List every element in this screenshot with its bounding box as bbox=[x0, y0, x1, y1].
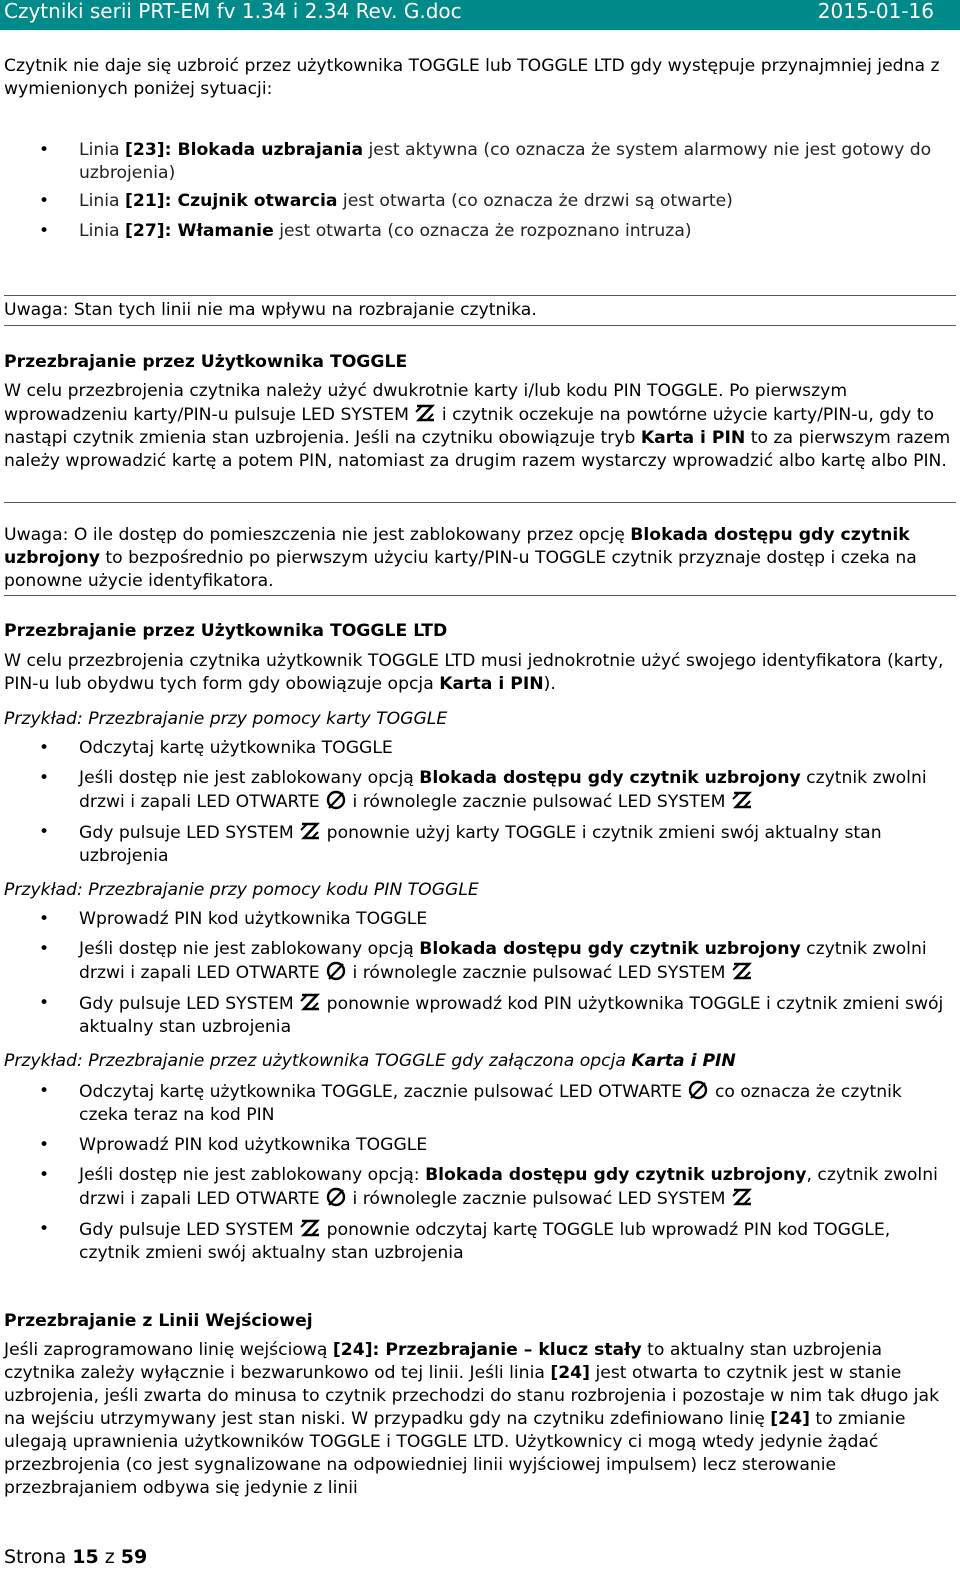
bullet-icon: • bbox=[39, 1219, 50, 1239]
led-system-icon bbox=[299, 1218, 321, 1238]
example-list-karta bbox=[4, 737, 954, 868]
list-item: • Linia [23]: Blokada uzbrajania jest aktywna (co oznacza że system alarmowy nie jest gotowy do uzbrojenia) bbox=[39, 140, 932, 183]
bullet-icon: • bbox=[39, 140, 50, 160]
led-otwarte-icon bbox=[325, 1187, 347, 1207]
led-otwarte-icon bbox=[325, 790, 347, 810]
intro-paragraph: Czytnik nie daje się uzbroić przez użytkownika TOGGLE lub TOGGLE LTD gdy występuje przynajmniej jedna z wymienionych poniżej sytuacji: bbox=[4, 56, 940, 99]
led-system-icon bbox=[731, 790, 753, 810]
list-item: • Jeśli dostęp nie jest zablokowany opcją: Blokada dostępu gdy czytnik uzbrojony, czytnik zwolni drzwi i zapali LED OTWARTE i równolegle zacznie pulsować LED SYSTEM bbox=[39, 1165, 938, 1209]
document-filename: Czytniki serii PRT-EM fv 1.34 i 2.34 Rev. G.doc bbox=[4, 0, 462, 23]
section-paragraph-linia-wejsciowa: Jeśli zaprogramowano linię wejściową [24]: Przezbrajanie – klucz stały to aktualny stan uzbrojenia czytnika zależy wyłącznie i bezwarunkowo od tej linii. Jeśli linia [24] jest otwarta to czytnik jest w stanie uzbrojenia, jeśli zwarta do minusa to czytnik przechodzi do stanu rozbrojenia i pozostaje w nim tak długo jak na wejściu utrzymywany jest stan niski. W przypadku gdy na czytniku zdefiniowano linię [24] to zmianie ulegają uprawnienia użytkowników TOGGLE i TOGGLE LTD. Użytkownicy ci mogą wtedy jedynie żądać przezbrojenia (co jest sygnalizowane na odpowiedniej linii wyjściowej impulsem) lecz sterowanie przezbrajaniem odbywa się jedynie z linii bbox=[4, 1340, 940, 1498]
example-list-karta-i-pin bbox=[4, 1080, 954, 1265]
divider bbox=[4, 295, 956, 296]
example-title-karta-i-pin: Przykład: Przezbrajanie przez użytkownika TOGGLE gdy załączona opcja Karta i PIN bbox=[4, 1051, 736, 1071]
bullet-icon: • bbox=[39, 191, 50, 211]
bullet-icon: • bbox=[39, 939, 50, 959]
page-footer: Strona 15 z 59 bbox=[4, 1546, 148, 1568]
list-item: • Gdy pulsuje LED SYSTEM ponownie wprowadź kod PIN użytkownika TOGGLE i czytnik zmieni swój aktualny stan uzbrojenia bbox=[39, 993, 944, 1037]
list-item: • Linia [27]: Włamanie jest otwarta (co oznacza że rozpoznano intruza) bbox=[39, 221, 692, 241]
bullet-icon: • bbox=[39, 1135, 50, 1155]
section-title-toggle: Przezbrajanie przez Użytkownika TOGGLE bbox=[4, 352, 408, 372]
list-item: • Jeśli dostęp nie jest zablokowany opcją Blokada dostępu gdy czytnik uzbrojony czytnik zwolni drzwi i zapali LED OTWARTE i równolegle zacznie pulsować LED SYSTEM bbox=[39, 768, 927, 812]
list-item: • Odczytaj kartę użytkownika TOGGLE bbox=[39, 738, 393, 758]
bullet-icon: • bbox=[39, 993, 50, 1013]
list-item: • Wprowadź PIN kod użytkownika TOGGLE bbox=[39, 909, 428, 929]
page-header bbox=[0, 0, 960, 30]
page-total: 59 bbox=[120, 1546, 148, 1568]
example-list-pin bbox=[4, 908, 954, 1039]
led-system-icon bbox=[299, 992, 321, 1012]
list-item: • Wprowadź PIN kod użytkownika TOGGLE bbox=[39, 1135, 428, 1155]
bullet-icon: • bbox=[39, 221, 50, 241]
bullet-icon: • bbox=[39, 738, 50, 758]
led-system-icon bbox=[414, 403, 436, 423]
list-item: • Linia [21]: Czujnik otwarcia jest otwarta (co oznacza że drzwi są otwarte) bbox=[39, 191, 733, 211]
intro-list bbox=[4, 139, 954, 243]
section-title-toggle-ltd: Przezbrajanie przez Użytkownika TOGGLE LTD bbox=[4, 621, 448, 641]
section-paragraph-toggle-ltd: W celu przezbrojenia czytnika użytkownik TOGGLE LTD musi jednokrotnie użyć swojego identyfikatora (karty, PIN-u lub obydwu tych form gdy obowiązuje opcja Karta i PIN). bbox=[4, 651, 944, 694]
example-title-karta: Przykład: Przezbrajanie przy pomocy karty TOGGLE bbox=[4, 709, 448, 729]
bullet-icon: • bbox=[39, 1081, 50, 1101]
bullet-icon: • bbox=[39, 822, 50, 842]
led-system-icon bbox=[731, 961, 753, 981]
divider bbox=[4, 502, 956, 503]
list-item: • Odczytaj kartę użytkownika TOGGLE, zacznie pulsować LED OTWARTE co oznacza że czytnik czeka teraz na kod PIN bbox=[39, 1081, 902, 1125]
divider bbox=[4, 325, 956, 326]
page-number: 15 bbox=[72, 1546, 99, 1568]
bullet-icon: • bbox=[39, 909, 50, 929]
section-paragraph-toggle: W celu przezbrojenia czytnika należy użyć dwukrotnie karty i/lub kodu PIN TOGGLE. Po pierwszym wprowadzeniu karty/PIN-u pulsuje LED SYSTEM i czytnik oczekuje na powtórne użycie karty/PIN-u, gdy to nastąpi czytnik zmienia stan uzbrojenia. Jeśli na czytniku obowiązuje tryb Karta i PIN to za pierwszym razem należy wprowadzić kartę a potem PIN, natomiast za drugim razem wystarczy wprowadzić albo kartę albo PIN. bbox=[4, 381, 951, 471]
led-system-icon bbox=[731, 1187, 753, 1207]
led-system-icon bbox=[299, 821, 321, 841]
list-item: • Jeśli dostęp nie jest zablokowany opcją Blokada dostępu gdy czytnik uzbrojony czytnik zwolni drzwi i zapali LED OTWARTE i równolegle zacznie pulsować LED SYSTEM bbox=[39, 939, 927, 983]
list-item: • Gdy pulsuje LED SYSTEM ponownie odczytaj kartę TOGGLE lub wprowadź PIN kod TOGGLE, czytnik zmieni swój aktualny stan uzbrojenia bbox=[39, 1219, 891, 1263]
bullet-icon: • bbox=[39, 768, 50, 788]
note-blokada: Uwaga: O ile dostęp do pomieszczenia nie jest zablokowany przez opcję Blokada dostępu gdy czytnik uzbrojony to bezpośrednio po pierwszym użyciu karty/PIN-u TOGGLE czytnik przyznaje dostęp i czeka na ponowne użycie identyfikatora. bbox=[4, 525, 917, 591]
led-otwarte-icon bbox=[325, 961, 347, 981]
divider bbox=[4, 595, 956, 596]
document-date: 2015-01-16 bbox=[817, 0, 934, 23]
led-otwarte-icon bbox=[687, 1080, 709, 1100]
section-title-linia-wejsciowa: Przezbrajanie z Linii Wejściowej bbox=[4, 1311, 313, 1331]
bullet-icon: • bbox=[39, 1165, 50, 1185]
note-stan-linii: Uwaga: Stan tych linii nie ma wpływu na rozbrajanie czytnika. bbox=[4, 300, 537, 320]
list-item: • Gdy pulsuje LED SYSTEM ponownie użyj karty TOGGLE i czytnik zmieni swój aktualny stan uzbrojenia bbox=[39, 822, 882, 866]
example-title-pin: Przykład: Przezbrajanie przy pomocy kodu PIN TOGGLE bbox=[4, 880, 479, 900]
